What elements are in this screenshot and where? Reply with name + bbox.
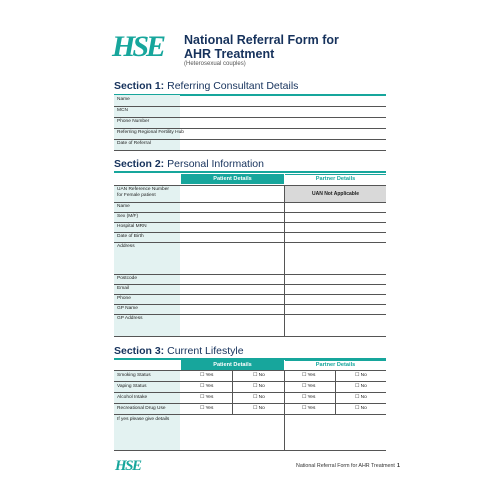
form-title: [184, 33, 339, 61]
drug-use-patient-no-checkbox[interactable]: ☐ No: [253, 406, 265, 411]
section2-top-rule: [114, 171, 386, 173]
s3-label-alcohol: Alcohol Intake: [117, 395, 148, 400]
s1-label-name: Name: [117, 97, 130, 102]
s2-label-gp-name: GP Name: [117, 306, 138, 311]
s3-row-line: [114, 392, 386, 393]
s3-label-details: If yes please give details: [117, 417, 170, 422]
vaping-patient-no-checkbox[interactable]: ☐ No: [253, 384, 265, 389]
s2-row-line: [114, 185, 386, 186]
uan-not-applicable: UAN Not Applicable: [285, 186, 386, 202]
s3-row-line: [114, 414, 386, 415]
s1-row-line: [114, 150, 386, 151]
vaping-partner-yes-checkbox[interactable]: ☐ Yes: [302, 384, 316, 389]
s3-partner-header: Partner Details: [285, 360, 386, 370]
s3-label-drug-use: Recreational Drug Use: [117, 406, 166, 411]
section2-heading: [114, 158, 264, 170]
s3-patient-header: Patient Details: [181, 360, 284, 370]
s3-partner-yes-no-divider: [335, 370, 336, 414]
s1-row-line: [114, 128, 386, 129]
s2-column-divider: [284, 185, 285, 336]
s2-row-line: [114, 232, 386, 233]
form-title-line2: AHR Treatment: [184, 47, 275, 61]
section1-title: Referring Consultant Details: [164, 80, 299, 92]
s2-label-uan-line1: UAN Reference Number: [117, 187, 169, 192]
section3-title: Current Lifestyle: [164, 345, 244, 357]
s2-label-phone: Phone: [117, 296, 131, 301]
s3-column-divider: [284, 370, 285, 450]
s2-label-dob: Date of Birth: [117, 234, 144, 239]
s1-label-date: Date of Referral: [117, 141, 151, 146]
section2-title: Personal Information: [164, 158, 264, 170]
s2-row-line: [114, 202, 386, 203]
section1-heading: [114, 80, 298, 92]
footer-text: National Referral Form for AHR Treatment: [296, 463, 395, 469]
s3-row-line: [114, 403, 386, 404]
drug-use-patient-yes-checkbox[interactable]: ☐ Yes: [200, 406, 214, 411]
s2-label-gp-address: GP Address: [117, 316, 143, 321]
s2-row-line: [114, 242, 386, 243]
s2-row-line: [114, 284, 386, 285]
s3-row-line: [114, 381, 386, 382]
s3-label-vaping: Vaping Status: [117, 384, 147, 389]
smoking-patient-no-checkbox[interactable]: ☐ No: [253, 373, 265, 378]
s2-row-line: [114, 274, 386, 275]
alcohol-patient-yes-checkbox[interactable]: ☐ Yes: [200, 395, 214, 400]
s2-partner-header: Partner Details: [285, 174, 386, 184]
smoking-partner-no-checkbox[interactable]: ☐ No: [355, 373, 367, 378]
smoking-patient-yes-checkbox[interactable]: ☐ Yes: [200, 373, 214, 378]
s1-label-hub: Referring Regional Fertility Hub: [117, 130, 184, 135]
form-subtitle: (Heterosexual couples): [184, 61, 246, 67]
s1-label-phone: Phone Number: [117, 119, 150, 124]
section1-number: Section 1:: [114, 80, 165, 92]
s2-label-name: Name: [117, 204, 130, 209]
s3-label-smoking: Smoking Status: [117, 373, 151, 378]
page-number: 1: [397, 463, 400, 469]
s1-row-line: [114, 117, 386, 118]
alcohol-partner-yes-checkbox[interactable]: ☐ Yes: [302, 395, 316, 400]
s3-row-line: [114, 450, 386, 451]
s2-row-line: [114, 314, 386, 315]
vaping-patient-yes-checkbox[interactable]: ☐ Yes: [200, 384, 214, 389]
s2-row-line: [114, 294, 386, 295]
drug-use-partner-yes-checkbox[interactable]: ☐ Yes: [302, 406, 316, 411]
s2-label-address: Address: [117, 244, 135, 249]
s3-patient-yes-no-divider: [232, 370, 233, 414]
vaping-partner-no-checkbox[interactable]: ☐ No: [355, 384, 367, 389]
drug-use-partner-no-checkbox[interactable]: ☐ No: [355, 406, 367, 411]
s2-label-sex: Sex (M/F): [117, 214, 139, 219]
s2-label-uan: [117, 187, 169, 199]
alcohol-partner-no-checkbox[interactable]: ☐ No: [355, 395, 367, 400]
s2-row-line: [114, 212, 386, 213]
hse-logo: HSE: [112, 30, 164, 63]
s2-patient-header: Patient Details: [181, 174, 284, 184]
form-title-line1: National Referral Form for: [184, 33, 339, 47]
s2-row-line: [114, 304, 386, 305]
section3-heading: [114, 345, 244, 357]
s1-row-line: [114, 106, 386, 107]
s1-row-line: [114, 139, 386, 140]
smoking-partner-yes-checkbox[interactable]: ☐ Yes: [302, 373, 316, 378]
hse-footer-logo: HSE: [115, 458, 141, 474]
s2-label-uan-line2: for Female patient: [117, 193, 156, 198]
alcohol-patient-no-checkbox[interactable]: ☐ No: [253, 395, 265, 400]
s2-row-line: [114, 222, 386, 223]
s2-label-email: Email: [117, 286, 129, 291]
s2-row-line: [114, 336, 386, 337]
s3-row-line: [114, 370, 386, 371]
s1-label-mcn: MCN: [117, 108, 128, 113]
s2-label-postcode: Postcode: [117, 276, 138, 281]
section3-number: Section 3:: [114, 345, 165, 357]
s2-label-mrn: Hospital MRN: [117, 224, 147, 229]
section2-number: Section 2:: [114, 158, 165, 170]
